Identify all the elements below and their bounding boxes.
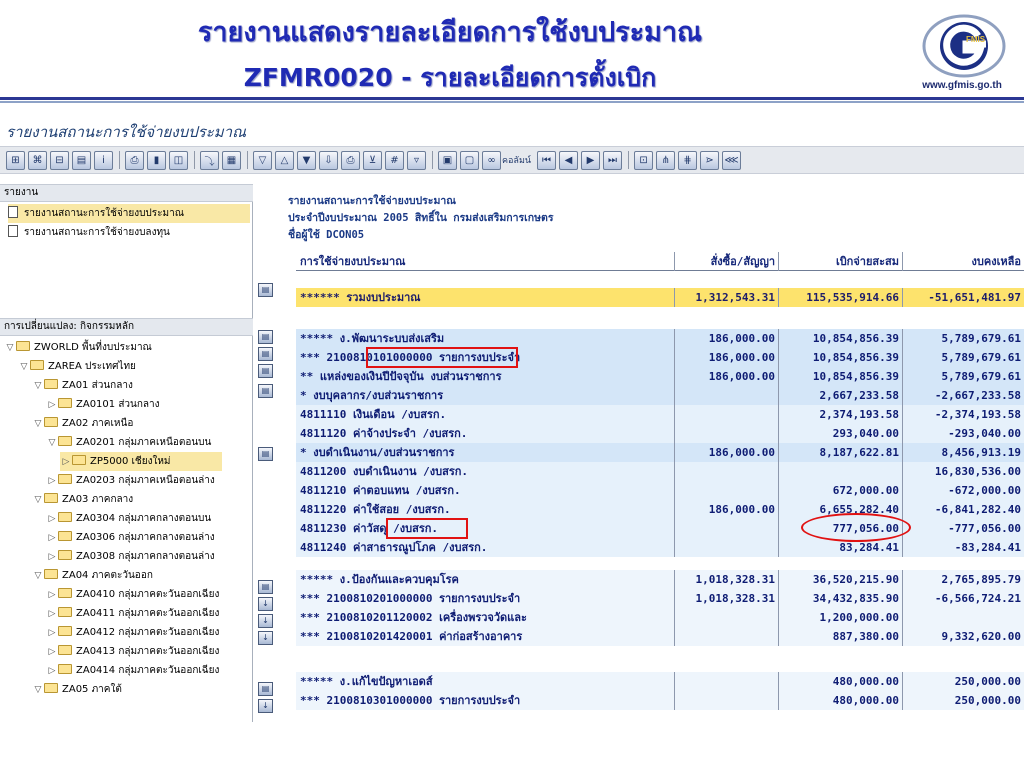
expand-arrow-icon[interactable]: ▷	[48, 552, 56, 562]
table-row[interactable]	[296, 443, 1024, 462]
tree-node-label: ZWORLD พื้นที่งบประมาณ	[34, 342, 152, 353]
folder-icon	[16, 341, 30, 351]
row-label: 4811200 งบดำเนินงาน /งบสรก.	[300, 465, 469, 478]
highlight-oval-amount	[801, 513, 911, 542]
disbursed-cell: 8,187,622.81	[778, 443, 902, 462]
folder-icon	[30, 360, 44, 370]
toolbar-separator	[432, 151, 433, 169]
committed-cell: 186,000.00	[674, 443, 778, 462]
committed-cell: 186,000.00	[674, 329, 778, 348]
node-icon[interactable]: ⋔	[656, 151, 675, 170]
tree-node-za0101[interactable]	[46, 395, 160, 414]
balance-cell: -672,000.00	[902, 481, 1024, 500]
tree-node-label: ZA0413 กลุ่มภาคตะวันออกเฉียง	[76, 646, 220, 657]
slide-title-line2: ZFMR0020 - รายละเอียดการตั้งเบิก	[243, 63, 657, 92]
tree-node-label: ZA05 ภาคใต้	[62, 684, 122, 695]
table-row[interactable]	[296, 424, 1024, 443]
disbursed-cell: 10,854,856.39	[778, 329, 902, 348]
next-page-icon[interactable]: ▶	[581, 151, 600, 170]
logo-text: FMIS	[966, 35, 986, 44]
committed-cell	[674, 538, 778, 557]
balance-cell: -2,667,233.58	[902, 386, 1024, 405]
row-label: 4811210 ค่าตอบแทน /งบสรก.	[300, 484, 461, 497]
committed-cell	[674, 691, 778, 710]
report-subheading: ประจำปีงบประมาณ 2005 สิทธิ์ใน กรมส่งเสริมการเกษตร	[288, 212, 554, 224]
hierarchy-icon[interactable]: ⌘	[28, 151, 47, 170]
row-label: *** 2100810201000000 รายการงบประจำ	[300, 592, 521, 605]
tree-node-label: ZA0411 กลุ่มภาคตะวันออกเฉียง	[76, 608, 220, 619]
disbursed-cell: 480,000.00	[778, 672, 902, 691]
report-item-label: รายงานสถานะการใช้จ่ายงบลงทุน	[24, 227, 170, 238]
committed-cell	[674, 672, 778, 691]
disbursed-cell: 480,000.00	[778, 691, 902, 710]
committed-cell	[674, 627, 778, 646]
tree-node-za01[interactable]	[32, 376, 133, 395]
collapse-arrow-icon[interactable]: ▽	[6, 343, 14, 353]
expand-arrow-icon[interactable]: ▷	[62, 457, 70, 467]
chart-icon[interactable]: ▮	[147, 151, 166, 170]
committed-cell	[674, 519, 778, 538]
drilldown-icon[interactable]: ▤	[258, 330, 273, 344]
expand-arrow-icon[interactable]: ▷	[48, 400, 56, 410]
folder-icon	[44, 569, 58, 579]
tree-node-za0201[interactable]	[46, 433, 252, 452]
folder-icon	[58, 398, 72, 408]
tree-node-label: ZA0308 กลุ่มภาคกลางตอนล่าง	[76, 551, 215, 562]
disbursed-cell: 10,854,856.39	[778, 367, 902, 386]
disbursed-cell: 115,535,914.66	[778, 288, 902, 307]
tree-node-label: ZA0304 กลุ่มภาคกลางตอนบน	[76, 513, 212, 524]
download-icon[interactable]: ↓	[258, 597, 273, 611]
report-user: ชื่อผู้ใช้ DCON05	[288, 229, 365, 241]
tree-node-label: ZA0412 กลุ่มภาคตะวันออกเฉียง	[76, 627, 220, 638]
folder-icon	[58, 607, 72, 617]
tree-node-label: ZP5000 เชียงใหม่	[90, 456, 171, 467]
balance-cell: 250,000.00	[902, 672, 1024, 691]
row-label: 4811120 ค่าจ้างประจำ /งบสรก.	[300, 427, 468, 440]
folder-icon	[44, 683, 58, 693]
node-expand-icon[interactable]: ⋕	[678, 151, 697, 170]
tree-node-za04[interactable]	[32, 566, 153, 585]
expand-icon[interactable]: ⊞	[6, 151, 25, 170]
disbursed-cell: 2,374,193.58	[778, 405, 902, 424]
disbursed-cell: 83,284.41	[778, 538, 902, 557]
toolbar-separator	[247, 151, 248, 169]
slide-title-line1: รายงานแสดงรายละเอียดการใช้งบประมาณ	[197, 17, 703, 48]
balance-cell: 2,765,895.79	[902, 570, 1024, 589]
committed-cell: 186,000.00	[674, 500, 778, 519]
folder-icon	[58, 474, 72, 484]
folder-icon	[44, 493, 58, 503]
row-label: *** 2100810201420001 ค่าก่อสร้างอาคาร	[300, 630, 523, 643]
folder-icon	[58, 588, 72, 598]
balance-cell: -6,566,724.21	[902, 589, 1024, 608]
document-icon[interactable]: ▢	[460, 151, 479, 170]
table-row[interactable]	[296, 329, 1024, 348]
drilldown-icon[interactable]: ▤	[258, 682, 273, 696]
row-label: ***** ง.แก้ไขปัญหาเอดส์	[300, 675, 433, 688]
balance-cell: 250,000.00	[902, 691, 1024, 710]
table-row[interactable]	[296, 589, 1024, 608]
download-icon[interactable]: ↓	[258, 699, 273, 713]
gfmis-logo	[916, 10, 1012, 90]
tree-node-label: ZA04 ภาคตะวันออก	[62, 570, 153, 581]
collapse-arrow-icon[interactable]: ▽	[48, 438, 56, 448]
reports-section-header: รายงาน	[0, 184, 253, 202]
node-level-icon[interactable]: ⋘	[722, 151, 741, 170]
table-row[interactable]	[296, 570, 1024, 589]
download-icon[interactable]: ↓	[258, 631, 273, 645]
tree-node-label: ZA0414 กลุ่มภาคตะวันออกเฉียง	[76, 665, 220, 676]
tree-node-za0304[interactable]	[46, 509, 252, 528]
window-title: รายงานสถานะการใช้จ่ายงบประมาณ	[6, 123, 247, 141]
collapse-arrow-icon[interactable]: ▽	[34, 419, 42, 429]
disbursed-cell: 10,854,856.39	[778, 348, 902, 367]
layout-icon[interactable]: ◫	[169, 151, 188, 170]
folder-icon	[58, 531, 72, 541]
table-icon[interactable]: ▤	[72, 151, 91, 170]
row-label: *** 2100810301000000 รายการงบประจำ	[300, 694, 521, 707]
collapse-arrow-icon[interactable]: ▽	[34, 381, 42, 391]
last-page-icon[interactable]: ⏭	[603, 151, 622, 170]
folder-icon	[44, 417, 58, 427]
expand-arrow-icon[interactable]: ▷	[48, 514, 56, 524]
drilldown-icon[interactable]: ▤	[258, 364, 273, 378]
drilldown-icon[interactable]: ▤	[258, 580, 273, 594]
balance-cell: 9,332,620.00	[902, 627, 1024, 646]
tree-node-za0308[interactable]	[46, 547, 252, 566]
committed-cell	[674, 462, 778, 481]
tree-node-za0411[interactable]	[46, 604, 252, 623]
expand-arrow-icon[interactable]: ▷	[48, 609, 56, 619]
tree-node-za0413[interactable]	[46, 642, 252, 661]
balance-cell: 16,830,536.00	[902, 462, 1024, 481]
expand-arrow-icon[interactable]: ▷	[48, 628, 56, 638]
tree-node-zarea[interactable]	[18, 357, 136, 376]
table-row[interactable]	[296, 500, 1024, 519]
grid-icon[interactable]: ▦	[222, 151, 241, 170]
balance-cell: 5,789,679.61	[902, 367, 1024, 386]
logo-url: www.gfmis.go.th	[922, 80, 1002, 91]
committed-cell: 1,312,543.31	[674, 288, 778, 307]
tree-node-zworld[interactable]	[4, 338, 152, 357]
filter-icon[interactable]: ⊻	[363, 151, 382, 170]
table-row[interactable]	[296, 405, 1024, 424]
report-item-investment[interactable]	[8, 223, 170, 242]
tree-node-za0412[interactable]	[46, 623, 252, 642]
document-icon	[8, 206, 18, 218]
sort-ascending-icon[interactable]: △	[275, 151, 294, 170]
committed-cell	[674, 386, 778, 405]
drilldown-icon[interactable]: ▤	[258, 384, 273, 398]
tree-node-label: ZA03 ภาคกลาง	[62, 494, 134, 505]
disbursed-cell: 36,520,215.90	[778, 570, 902, 589]
row-label: 4811220 ค่าใช้สอย /งบสรก.	[300, 503, 451, 516]
row-label: ***** ง.พัฒนาระบบส่งเสริม	[300, 332, 445, 345]
highlight-box-account-code	[386, 518, 468, 539]
collapse-arrow-icon[interactable]: ▽	[20, 362, 28, 372]
report-heading: รายงานสถานะการใช้จ่ายงบประมาณ	[288, 195, 457, 207]
column-header[interactable]: การใช้จ่ายงบประมาณ	[300, 255, 406, 268]
folder-icon	[44, 379, 58, 389]
table-row[interactable]	[296, 627, 1024, 646]
expand-arrow-icon[interactable]: ▷	[48, 590, 56, 600]
previous-page-icon[interactable]: ◀	[559, 151, 578, 170]
tree-node-za03[interactable]	[32, 490, 133, 509]
row-label: ****** รวมงบประมาณ	[300, 291, 421, 304]
table-row[interactable]	[296, 386, 1024, 405]
table-row[interactable]	[296, 367, 1024, 386]
folder-icon	[72, 455, 86, 465]
drilldown-icon[interactable]: ▤	[258, 283, 273, 297]
balance-cell	[902, 608, 1024, 627]
structure-icon[interactable]: ⊡	[634, 151, 653, 170]
committed-cell	[674, 481, 778, 500]
download-icon[interactable]: ↓	[258, 614, 273, 628]
table-row[interactable]	[296, 691, 1024, 710]
binoculars-icon[interactable]: ∞	[482, 151, 501, 170]
table-header-row	[296, 252, 1024, 271]
disbursed-cell: 887,380.00	[778, 627, 902, 646]
document-icon	[8, 225, 18, 237]
folder-icon	[58, 645, 72, 655]
committed-cell	[674, 608, 778, 627]
expand-arrow-icon[interactable]: ▷	[48, 476, 56, 486]
tree-node-za0410[interactable]	[46, 585, 252, 604]
toolbar-separator	[628, 151, 629, 169]
table-row[interactable]	[296, 538, 1024, 557]
tree-node-label: ZA0101 ส่วนกลาง	[76, 399, 160, 410]
table-row[interactable]	[296, 608, 1024, 627]
folder-icon	[58, 436, 72, 446]
collapse-arrow-icon[interactable]: ▽	[34, 571, 42, 581]
tree-node-label: ZA0410 กลุ่มภาคตะวันออกเฉียง	[76, 589, 220, 600]
column-header[interactable]: สั่งซื้อ/สัญญา	[674, 252, 778, 271]
column-header[interactable]: งบคงเหลือ	[902, 252, 1024, 271]
report-item-budget[interactable]	[8, 204, 250, 223]
table-row[interactable]	[296, 672, 1024, 691]
balance-cell: -6,841,282.40	[902, 500, 1024, 519]
committed-cell	[674, 424, 778, 443]
tree-node-za0203[interactable]	[46, 471, 252, 490]
print-icon[interactable]: ⎙	[341, 151, 360, 170]
tree-node-label: ZA0306 กลุ่มภาคกลางตอนล่าง	[76, 532, 215, 543]
info-icon[interactable]: i	[94, 151, 113, 170]
tree-node-label: ZA0203 กลุ่มภาคเหนือตอนล่าง	[76, 475, 215, 486]
sap-window	[0, 112, 1024, 722]
table-row[interactable]	[296, 288, 1024, 307]
column-header[interactable]: เบิกจ่ายสะสม	[778, 252, 902, 271]
drilldown-icon[interactable]: ▤	[258, 447, 273, 461]
collapse-arrow-icon[interactable]: ▽	[34, 495, 42, 505]
balance-cell: 8,456,913.19	[902, 443, 1024, 462]
balance-cell: 5,789,679.61	[902, 348, 1024, 367]
disbursed-cell: 6,655,282.40	[778, 500, 902, 519]
balance-cell: -2,374,193.58	[902, 405, 1024, 424]
committed-cell: 1,018,328.31	[674, 570, 778, 589]
folder-icon	[58, 550, 72, 560]
row-label: ***** ง.ป้องกันและควบคุมโรค	[300, 573, 459, 586]
row-label: 4811240 ค่าสาธารณูปโภค /งบสรก.	[300, 541, 488, 554]
tree-node-zp5000[interactable]	[60, 452, 222, 471]
tree-node-label: ZA01 ส่วนกลาง	[62, 380, 133, 391]
row-label: * งบบุคลากร/งบส่วนราชการ	[300, 389, 444, 402]
toolbar	[0, 146, 1024, 174]
print-preview-icon[interactable]: ⎙	[125, 151, 144, 170]
tree-node-za0306[interactable]	[46, 528, 252, 547]
header-divider	[0, 97, 1024, 100]
changes-section-header: การเปลี่ยนแปลง: กิจกรรมหลัก	[0, 318, 253, 336]
tree-node-za05[interactable]	[32, 680, 122, 699]
row-label: 4811230 ค่าวัสดุ /งบสรก.	[300, 522, 439, 535]
collapse-icon[interactable]: ▽	[253, 151, 272, 170]
disbursed-cell: 34,432,835.90	[778, 589, 902, 608]
sort-descending-icon[interactable]: ▼	[297, 151, 316, 170]
report-item-label: รายงานสถานะการใช้จ่ายงบประมาณ	[24, 208, 185, 219]
highlight-box-fund-code	[366, 347, 518, 368]
row-label: 4811110 เงินเดือน /งบสรก.	[300, 408, 447, 421]
tree-icon[interactable]: ⊟	[50, 151, 69, 170]
disbursed-cell: 293,040.00	[778, 424, 902, 443]
tree-node-label: ZA0201 กลุ่มภาคเหนือตอนบน	[76, 437, 212, 448]
balance-cell: -83,284.41	[902, 538, 1024, 557]
table-row[interactable]	[296, 481, 1024, 500]
committed-cell: 1,018,328.31	[674, 589, 778, 608]
drill-icon[interactable]: ⤵	[200, 151, 219, 170]
tree-node-label: ZAREA ประเทศไทย	[48, 361, 136, 372]
row-label: *** 2100810201120002 เครื่องพรวจวัดและ	[300, 611, 527, 624]
balance-cell: -777,056.00	[902, 519, 1024, 538]
folder-icon	[58, 626, 72, 636]
balance-cell: -293,040.00	[902, 424, 1024, 443]
disbursed-cell: 672,000.00	[778, 481, 902, 500]
columns-label[interactable]: คอลัมน์	[502, 156, 532, 166]
tree-node-label: ZA02 ภาคเหนือ	[62, 418, 134, 429]
folder-icon	[58, 512, 72, 522]
node-collapse-icon[interactable]: ⋗	[700, 151, 719, 170]
first-page-icon[interactable]: ⏮	[537, 151, 556, 170]
calculator-icon[interactable]: #	[385, 151, 404, 170]
expand-arrow-icon[interactable]: ▷	[48, 533, 56, 543]
toolbar-separator	[194, 151, 195, 169]
disbursed-cell: 1,200,000.00	[778, 608, 902, 627]
toolbar-separator	[119, 151, 120, 169]
row-label: * งบดำเนินงาน/งบส่วนราชการ	[300, 446, 455, 459]
export-icon[interactable]: ⇩	[319, 151, 338, 170]
committed-cell	[674, 405, 778, 424]
drilldown-icon[interactable]: ▤	[258, 347, 273, 361]
expand-arrow-icon[interactable]: ▷	[48, 647, 56, 657]
tree-node-za02[interactable]	[32, 414, 133, 433]
funnel-icon[interactable]: ▿	[407, 151, 426, 170]
disbursed-cell	[778, 462, 902, 481]
row-label: ** แหล่งของเงินปีปัจจุบัน งบส่วนราชการ	[300, 370, 502, 383]
tree-node-za0414[interactable]	[46, 661, 252, 680]
row-label: *** 2100810101000000 รายการงบประจำ	[300, 351, 521, 364]
disbursed-cell: 777,056.00	[778, 519, 902, 538]
balance-cell: -51,651,481.97	[902, 288, 1024, 307]
collapse-arrow-icon[interactable]: ▽	[34, 685, 42, 695]
balance-cell: 5,789,679.61	[902, 329, 1024, 348]
committed-cell: 186,000.00	[674, 348, 778, 367]
navigation-tree	[0, 184, 253, 722]
committed-cell: 186,000.00	[674, 367, 778, 386]
save-icon[interactable]: ▣	[438, 151, 457, 170]
disbursed-cell: 2,667,233.58	[778, 386, 902, 405]
expand-arrow-icon[interactable]: ▷	[48, 666, 56, 676]
header-divider-secondary	[0, 101, 1024, 103]
table-row[interactable]	[296, 462, 1024, 481]
folder-icon	[58, 664, 72, 674]
